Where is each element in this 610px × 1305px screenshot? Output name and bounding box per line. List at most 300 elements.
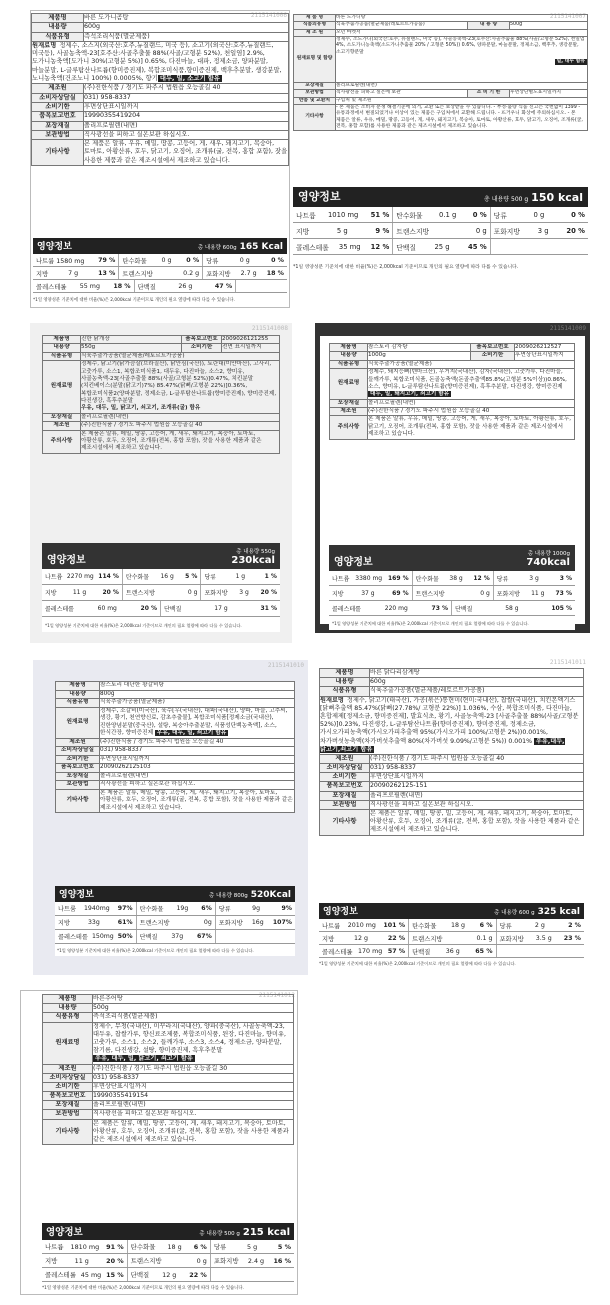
row-key: 포장재질 [330,399,368,407]
nut-pct: 73 % [431,604,448,612]
nutrition-panel-4 [55,886,295,956]
row-value: 20090262125103 [100,764,295,773]
row-value: 직사광선을 피하고 실온에 보관 [336,90,468,97]
row-7 [320,782,584,791]
row-value: 본 제품은 알류, 우유, 메밀, 땅콩, 고등어, 게, 새우, 돼지고기, 복숭아, 토마토, 아황산류, 호두, 닭고기, 오징어, 조개류(굴, 전복, 홍합 포함), 잣을 사용한 제품과 같은 제조시설에서 제조하고 있습니다. [84,140,288,164]
nut-value: 1810 mg [70,1242,100,1251]
nut-cell-sat [497,932,584,944]
total-kcal: 230kcal [231,555,275,566]
nut-label: 탄수화물 [396,211,423,220]
nut-pct: 13 % [98,269,116,277]
image-id-4: 2115141010 [267,662,304,669]
row-value: 직사광선을 피하고 실온보관 하십시오. [93,1110,294,1119]
nutrition-title: 영양정보 [334,557,373,568]
nut-cell-sodium [42,1240,128,1253]
image-id-5: 2115141011 [549,659,586,666]
row-key: 소비기한 [56,755,100,764]
nutrition-footnote: *1일 영양성분 기준치에 대한 비율(%)은 2,000kcal 기준이므로 개인의 필요 열량에 따라 다를 수 있습니다. [293,265,519,270]
nutrition-row-2 [33,280,287,293]
nut-cell-sugar [491,207,588,222]
nut-label: 콜레스테롤 [58,934,88,941]
nut-value: 1010 mg [327,210,359,219]
nut-label: 당류 [499,922,512,930]
row-key: 내용량 [330,352,368,360]
row-value: 참스토리 감자탕 [368,344,471,352]
row-10 [320,810,584,836]
nutrition-footnote: *1일 영양성분 기준치에 대한 비율(%)은 2,000kcal 기준이므로 개인의 필요 열량에 따라 다를 수 있습니다. [332,621,529,626]
row-3 [320,696,584,754]
nutrition-row-0 [319,919,584,932]
nut-pct: 47 % [214,282,233,290]
ingredients-cell [81,361,280,414]
row-value: 폴리프로필렌(내면) [100,772,295,781]
row-6 [43,1082,294,1091]
row-key: 품목보고번호 [32,112,84,121]
row-key: 식품유형 [330,360,368,368]
row-1 [32,23,289,32]
total-kcal: 165 Kcal [239,242,283,252]
nut-pct: 114 % [98,573,119,580]
nut-cell-trans [119,267,203,279]
row-value: 폴리프로필렌(내면) [336,82,588,89]
nutrition-title: 영양정보 [47,555,86,566]
row-key: 식품유형 [32,32,84,41]
nut-cell-sat [211,1254,294,1267]
nut-label: 단백질 [412,948,431,956]
nut-value: 2 g [534,921,545,929]
image-id-0: 2115141006 [250,12,287,19]
nut-pct: 50% [117,933,133,940]
nut-value: 11 g [72,589,87,596]
row-value: 직사광선을 피하고 실온보관 하십시오. [100,781,295,790]
row-value: 폴리프로필렌(내면) [81,413,280,421]
nut-label: 나트륨 [58,906,76,913]
row-key: 보관방법 [56,781,100,790]
row-key: 기타사항 [56,789,100,813]
row-4 [320,754,584,763]
nut-label: 단백질 [396,243,416,252]
row-10 [43,1119,294,1145]
nut-pct: 23 % [563,934,581,942]
nut-pct: 57 % [387,947,406,955]
row-8 [320,791,584,800]
row-value: 즉석조리식품(멸균제품) [84,32,289,41]
nut-label: 포화지방 [218,920,243,927]
label-card-6 [20,990,298,1295]
image-id-2: 2115141008 [251,325,288,332]
nut-label: 당류 [493,211,507,220]
nut-value: 0 g [187,589,198,596]
nutrition-panel-3 [329,545,575,630]
nut-cell-sugar [203,254,287,266]
allergen-highlight: 대두, 밀, 소고기 함유 [159,75,220,83]
nut-cell-sat [494,586,575,600]
nut-value: 3 g [537,226,549,235]
row-key: 포장재질 [56,772,100,781]
nut-pct: 3 % [559,574,572,582]
nutrition-row-0 [293,207,588,223]
row-value: 19990355419204 [84,112,289,121]
row-0 [330,344,575,352]
nut-label: 단백질 [139,934,158,941]
nut-label: 나트륨 [296,211,316,220]
row-7 [43,1092,294,1101]
nut-label: 나트륨 [322,922,341,930]
row-0 [56,682,295,691]
nut-pct: 20 % [140,605,157,612]
nut-label: 포화지방 [493,227,520,236]
info-table-1 [293,14,588,131]
row-value: (주)진한식품 / 경기도 파주시 법원읍 오능골길 40 [84,84,289,93]
nut-cell-trans [413,586,494,600]
nut-pct: 97% [117,905,133,912]
row-3 [43,361,280,414]
nut-cell-fat [293,223,393,238]
total-kcal: 325 kcal [537,907,580,917]
info-table-6 [42,994,294,1145]
nutrition-row-0 [42,1240,294,1254]
nutrition-header [293,187,588,207]
row-key: 식품유형 [56,699,100,708]
row-key: 제조원 [320,754,370,763]
nutrition-row-1 [42,1254,294,1268]
total-weight: 총 내용량 500 g [199,1231,240,1237]
nut-cell-protein [135,280,237,292]
nut-value: 37g [171,933,184,940]
label-card-5 [318,658,588,973]
row-key: 원재료명 [56,707,100,738]
nut-cell-sodium [42,569,123,584]
nut-value: 0 g [480,589,490,597]
nut-value: 5 g [246,1242,258,1251]
nut-pct: 5 % [185,573,198,580]
nut-pct: 6% [201,905,212,912]
row-key: 제조원 [56,738,100,747]
row-0 [43,336,280,344]
row-value: 바른 도가니탕 [336,15,588,22]
row-value: - 본 제품은 소비자 분쟁 해결기준에 의거, 교환 또는 보상받을 수 있습니다. - 부정·불량 식품 신고는 국번없이 1399 - 유통과정에서 변질되었거나 이상이 있는 제품은 구입처에서 교환해 드립니다. - 뜨거우니 화상에 주의하십시오. - 본 제품은 알류, 우유, 메밀, 땅콩, 고등어, 게, 새우, 돼지고기, 복숭아, 토마토, 아황산류, 호두, 닭고기, 오징어, 조개류(굴, 전복, 홍합 포함)를 사용한 제품과 같은 제조시설에서 제조하고 있습니다. [336,104,588,130]
nut-cell-fat [42,585,123,600]
row-key: 품목보고번호 [56,764,100,773]
row-4 [294,82,588,89]
row-key: 소비기한 [32,102,84,111]
ingredients-text: 정제수, 닭고기(태국산), 가공(볶은)통현미(현미:국내산), 찹쌀(국내산), 치킨본액기스[닭뼈추출액 85.47%(닭뼈(27.78%/ 고형분 22%)] 1.036%, 수삼, 복합조미식품, 다진마늘, 혼합제제[정제소금, 향미증진제], 발효식초, 황기, 사골농축액-23 [사골추출물 88%(사골/고형분 52%)]0.23%, 다진생강, L-글루탐산나트륨(향미증진제), 향미증진제, 정제소금, 가시오가피농축액(가시오가피추출액 95%(가시오가피 100%/고형분 2%))0.001%, 차가버섯농축액(차가버섯추출액 80%(차가버섯 9.09%/고형분 5%)) 0.001% [320,696,579,745]
nut-label: 나트륨 [45,574,63,581]
row-key: 포장재질 [43,413,81,421]
row-value-2: 2009026121255 [222,336,280,344]
nut-cell-sodium [293,207,393,222]
row-key: 제품명 [43,336,81,344]
info-table-4 [55,681,295,813]
nutrition-footnote: *1일 영양성분 기준치에 대한 비율(%)은 2,000kcal 기준이므로 개인의 필요 열량에 따라 다를 수 있습니다. [45,623,242,628]
nut-pct: 0 % [271,256,284,264]
row-key: 포장재질 [320,791,370,800]
total-kcal: 520Kcal [250,890,291,900]
row-value: 후면상단표시일까지 [370,773,584,782]
nut-value: 3 g [529,574,539,582]
row-value: 19990355419154 [93,1092,294,1101]
nut-pct: 22 % [189,1270,207,1279]
nut-value: 3 g [239,589,249,596]
nutrition-total [484,191,583,204]
nut-value: 2010 mg [347,921,376,929]
row-value: 600g [370,678,584,687]
row-7 [56,764,295,773]
row-2 [294,29,588,36]
nutrition-row-2 [42,1268,294,1282]
row-value: 후면상단표시일까지 [84,102,289,111]
nutrition-total [494,907,580,917]
nut-label: 나트륨 [45,1243,64,1251]
nut-label: 포화지방 [204,590,228,597]
nut-cell-chol [55,930,137,943]
nut-cell-sat [203,267,287,279]
nut-value: 0 g [475,226,487,235]
row-4 [56,738,295,747]
row-value-2: 2009026212527 [515,344,575,352]
row-0 [320,669,584,678]
nut-pct: 16 % [273,1256,291,1265]
row-value: 1000g [368,352,471,360]
nut-cell-trans [137,916,216,929]
nut-cell-fat [42,1254,128,1267]
row-3 [330,369,575,400]
nut-value: 55 mg [79,282,100,290]
row-key: 원재료명 [330,369,368,400]
row-1 [43,1004,294,1013]
nut-label: 지방 [58,920,70,927]
nut-value: 35 mg [338,242,361,251]
nut-cell-chol [329,601,452,615]
row-9 [320,800,584,809]
row-value: 바른 도가니곰탕 [84,14,289,23]
row-3 [43,1022,294,1064]
row-value: (주)진한식품 / 경기도 파주시 법원읍 오능골길 30 [93,1064,294,1073]
row-key-2: 품목보고번호 [471,344,515,352]
nut-cell-protein [409,945,496,957]
nut-cell-empty [236,280,287,292]
row-8 [56,772,295,781]
row-value: 식육추출가공품(멸균제품/레토르트가공품) [370,687,584,696]
row-key: 소비자상담실 [320,764,370,773]
ingredients-text: 정제수, 돼지등뼈(덴마크산), 우거지(국내산), 감자(국내산), 고춧가루, 다진마늘, 들깨가루, 복합조미식품, 돈골농축액(돈골추출액85.8%(고형분 5%이상))0.86%, 소스, 향미유, L-글루탐산나트륨(향미증진제), 흑후추분말, 다진생강, 향미증진제 [368,369,567,390]
nut-cell-chol [33,280,135,292]
nutrition-footnote: *1일 영양성분 기준치에 대한 비율(%)은 2,000kcal 기준이므로 개인의 필요 열량에 따라 다를 수 있습니다. [319,961,516,966]
nut-cell-sodium [329,571,413,585]
row-value-2: 후면상단별도표시일까지 [510,90,588,97]
nutrition-total [231,547,275,566]
nut-label: 탄수화물 [415,575,439,583]
row-value: 500g [93,1004,294,1013]
nutrition-row-0 [329,571,575,586]
row-key: 기타사항 [294,104,336,130]
row-9 [43,1110,294,1119]
ingredients-cell [320,696,584,754]
nut-cell-chol [293,239,393,254]
nut-label: 콜레스테롤 [45,1271,76,1279]
nut-label: 탄수화물 [130,1243,156,1251]
nutrition-row-2 [55,930,295,944]
row-key: 보관방법 [32,130,84,139]
nut-label: 단백질 [455,605,473,613]
nutrition-footnote: *1일 영양성분 기준치에 대한 비율(%)은 2,000kcal 기준이므로 개인의 필요 열량에 따라 다를 수 있습니다. [33,298,235,303]
row-value: 20090262125-151 [370,782,584,791]
nut-label: 지방 [45,590,57,597]
row-key: 기타사항 [43,1119,93,1145]
nut-value: 150mg [91,933,114,940]
nutrition-total [526,549,570,568]
row-key: 보관방법 [43,1110,93,1119]
nut-label: 나트륨 [332,575,350,583]
row-0 [32,14,289,23]
row-key: 제품명 [330,344,368,352]
nut-label: 트랜스지방 [415,590,445,598]
image-id-6: 2115141012 [258,992,295,999]
nutrition-row-2 [42,601,280,617]
row-value: 본 제품은 알류, 메밀, 땅콩, 밀, 고등어, 게, 새우, 돼지고기, 복숭아, 토마토, 아황산류, 호두, 오징어, 조개류(굴, 전복, 홍합 포함), 잣을 사용한 제품과 같은 제조시설에서 제조하고 있습니다. [370,810,584,836]
nut-cell-chol [42,601,161,616]
image-id-3: 2115141009 [549,325,586,332]
ingredients-text: 정제수, 닭고기(닭가슴살(브라질산), 닭안심(국산)), 토란대(미얀마산), 고사리, 고춧가루, 소스1, 복합조미식품1, 대두유, 다진마늘, 소스2, 향미유, 사골농축액-23[사골추출물 88%(사골/고형분 52%)]0.47%, 치킨분말(치킨베이스(분말(닭고기)7%) 85.47%(닭뼈/고형분 22%)]0.36%, 복합조미식품2(양파분말, 정제소금, L-글루탐산나트륨(향미증진제), 향미증진제, 다진생강, 흑후추분말 [81,361,277,404]
row-key: 주의사항 [330,416,368,439]
row-8 [32,121,289,130]
label-card-2 [30,323,292,643]
ingredients-text: 정제수, 무청(국내산), 미꾸라지(국내산), 양파(중국산), 사골농축액-23, 대두유, 찹쌀가루, 향신료조제품, 복합조미식품, 된장, 다진마늘, 향미유, 고춧가루, 소스1, 소스2, 들깨가루, 소스3, 소스4, 정제소금, 양파분말, 참기름, 다진생강, 설탕, 향미증진제, 흑후추분말 [93,1022,286,1055]
nut-label: 트랜스지방 [139,920,170,927]
nut-value: 11 g [531,589,545,597]
nutrition-header [42,1223,294,1240]
row-value: 구입처 및 제조원 [336,97,588,104]
nut-value: 9g [252,905,261,912]
ingredients-cell [368,369,575,400]
nut-label: 콜레스테롤 [296,243,329,252]
row-value: 식육추출가공품(멸균제품) [368,360,575,368]
row-value: 600g [84,23,289,32]
nut-label: 트랜스지방 [396,227,430,236]
nut-cell-carb [123,569,202,584]
row-5 [43,1073,294,1082]
nut-value: 7 g [68,269,79,277]
row-value: 폴리프로필렌(내면) [368,399,575,407]
row-key: 제 품 명 [294,15,336,22]
nut-label: 당류 [218,906,231,913]
nut-pct: 69 % [392,589,409,597]
nutrition-row-0 [55,902,295,916]
total-weight: 총 내용량 600g [197,245,237,251]
nut-pct: 0 % [571,210,585,219]
row-4 [43,1064,294,1073]
row-6 [330,416,575,439]
nut-cell-trans [393,223,490,238]
nut-pct: 31 % [260,605,277,612]
row-5 [32,93,289,102]
nut-value: 18 g [451,921,466,929]
row-value: 폴리프로필렌(내면) [370,791,584,800]
nut-pct: 101 % [383,921,406,929]
allergen-highlight: 대두, 밀, 돼지고기, 쇠고기 함유 [370,391,450,398]
row-2 [330,360,575,368]
nut-label: 포화지방 [206,270,231,278]
nutrition-total [198,242,283,252]
row-value: 즉석조리식품(멸균제품) [93,1013,294,1022]
nut-cell-carb [128,1240,211,1253]
row-4 [43,413,280,421]
nutrition-header [319,903,584,919]
row-value: 바른 닭다리삼계탕 [370,669,584,678]
nut-cell-carb [137,902,216,915]
nut-value: 17 g [214,605,228,612]
nut-cell-chol [42,1268,128,1281]
nut-pct: 0 % [186,256,200,264]
row-0 [294,15,588,22]
nut-value: 18 g [167,1242,182,1251]
row-value: 031) 958-8337 [93,1073,294,1082]
total-weight: 총 내용량 500 g [484,196,529,203]
total-weight: 총 내용량 1000g [527,551,570,557]
nut-sodium: 나트륨 1580 mg [36,257,85,265]
nut-cell-sat [201,585,280,600]
nut-label: 트랜스지방 [412,935,443,943]
label-card-0 [30,10,290,308]
nut-value: 2.7 g [240,269,257,277]
nut-pct: 15 % [106,1270,124,1279]
nutrition-row-2 [329,601,575,616]
nut-cell-sat [216,916,295,929]
nutrition-title: 영양정보 [323,907,358,917]
nut-cell-carb [119,254,203,266]
row-key: 원재료명 [43,1022,93,1064]
row-2 [43,352,280,360]
row-value: 본 제품은 알류, 메밀, 땅콩, 고등어, 게, 새우, 돼지고기, 복숭아, 토마토, 아황산류, 호두, 오징어, 조개류(전복, 홍합 포함), 잣을 사용한 제품과 같은 제조시설에서 제조하고 있습니다. [81,430,280,453]
nut-cell-fat [33,267,119,279]
row-4 [32,84,289,93]
row-3 [32,41,289,83]
nut-label: 당류 [496,575,509,583]
total-weight: 총 내용량 600 g [494,910,535,916]
row-value: (주)진한식품 / 경기도 파주시 법원읍 오능골길 40 [370,754,584,763]
nut-pct: 1 % [264,573,277,580]
row-key: 기타사항 [32,140,84,166]
nutrition-total [199,1227,290,1238]
row-7 [32,112,289,121]
row-value: 550g [81,344,182,352]
nut-cell-trans [128,1254,211,1267]
row-6 [320,773,584,782]
row-key: 식품유형 [43,1013,93,1022]
row-key-2: 소비기한 [471,352,515,360]
nut-cell-fat [55,916,137,929]
row-value: (주)진한식품 / 경기도 파주시 법원읍 오능골길 40 [100,738,295,747]
row-key: 내용량 [43,344,81,352]
nut-value: 16g [251,919,264,926]
nut-value: 0g [203,919,212,926]
nut-label: 지방 [296,227,310,236]
row-6 [43,430,280,453]
row-key: 원재료명 및 함량 [294,36,336,82]
nut-label: 당류 [204,574,217,581]
row-value-2: 500g [510,22,588,29]
row-key: 식품유형 [320,687,370,696]
row-key: 포장재질 [32,121,84,130]
nut-pct: 61% [117,919,133,926]
row-value: 031) 958-8337 [370,764,584,773]
nut-pct: 18 % [113,282,131,290]
info-table-3 [329,343,575,440]
label-card-1 [293,12,588,297]
allergen-highlight: 우유, 대두, 밀, 쇠고기 함유 [156,730,227,737]
row-2 [32,32,289,41]
row-10 [32,140,289,166]
